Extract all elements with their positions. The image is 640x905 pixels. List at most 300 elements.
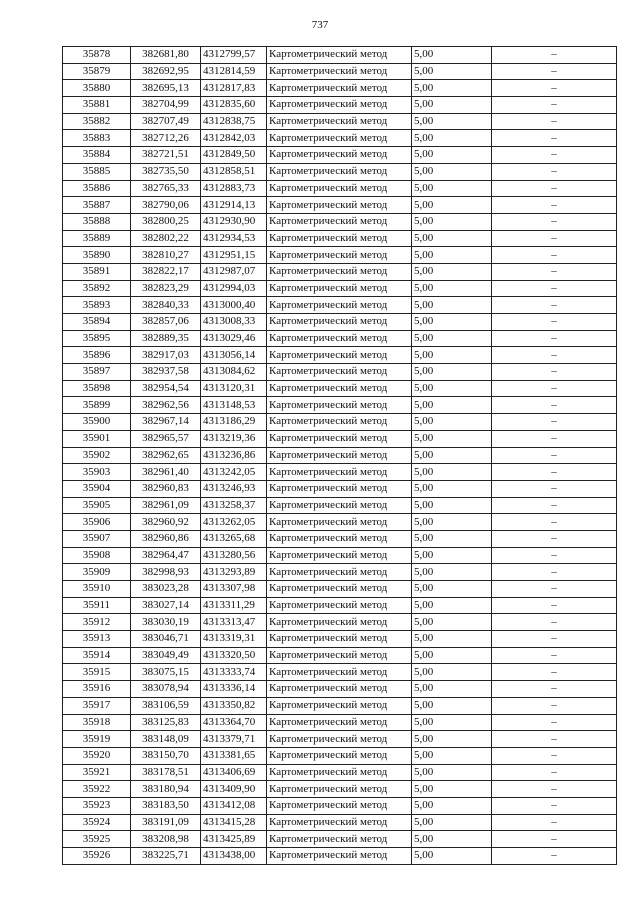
- accuracy-cell: 5,00: [412, 247, 492, 264]
- point-number-cell: 35924: [63, 814, 131, 831]
- point-number-cell: 35885: [63, 163, 131, 180]
- method-cell: Картометрический метод: [267, 514, 412, 531]
- y-coordinate-cell: 4312951,15: [201, 247, 267, 264]
- point-number-cell: 35902: [63, 447, 131, 464]
- accuracy-cell: 5,00: [412, 647, 492, 664]
- accuracy-cell: 5,00: [412, 480, 492, 497]
- method-cell: Картометрический метод: [267, 97, 412, 114]
- y-coordinate-cell: 4312799,57: [201, 47, 267, 64]
- x-coordinate-cell: 382765,33: [131, 180, 201, 197]
- x-coordinate-cell: 382735,50: [131, 163, 201, 180]
- x-coordinate-cell: 382857,06: [131, 314, 201, 331]
- accuracy-cell: 5,00: [412, 314, 492, 331]
- x-coordinate-cell: 382960,92: [131, 514, 201, 531]
- table-row: [63, 581, 617, 598]
- point-number-cell: 35895: [63, 330, 131, 347]
- accuracy-cell: 5,00: [412, 147, 492, 164]
- accuracy-cell: 5,00: [412, 597, 492, 614]
- y-coordinate-cell: 4313311,29: [201, 597, 267, 614]
- note-cell: –: [492, 80, 617, 97]
- method-cell: Картометрический метод: [267, 80, 412, 97]
- method-cell: Картометрический метод: [267, 714, 412, 731]
- note-cell: –: [492, 664, 617, 681]
- method-cell: Картометрический метод: [267, 380, 412, 397]
- table-row: [63, 230, 617, 247]
- note-cell: –: [492, 797, 617, 814]
- note-cell: –: [492, 314, 617, 331]
- note-cell: –: [492, 848, 617, 865]
- y-coordinate-cell: 4313265,68: [201, 530, 267, 547]
- x-coordinate-cell: 382962,65: [131, 447, 201, 464]
- note-cell: –: [492, 814, 617, 831]
- y-coordinate-cell: 4313186,29: [201, 414, 267, 431]
- note-cell: –: [492, 464, 617, 481]
- note-cell: –: [492, 647, 617, 664]
- x-coordinate-cell: 382962,56: [131, 397, 201, 414]
- y-coordinate-cell: 4313084,62: [201, 364, 267, 381]
- method-cell: Картометрический метод: [267, 530, 412, 547]
- note-cell: –: [492, 530, 617, 547]
- table-row: [63, 314, 617, 331]
- x-coordinate-cell: 382800,25: [131, 213, 201, 230]
- method-cell: Картометрический метод: [267, 230, 412, 247]
- y-coordinate-cell: 4312914,13: [201, 197, 267, 214]
- table-row: [63, 97, 617, 114]
- method-cell: Картометрический метод: [267, 731, 412, 748]
- table-row: [63, 764, 617, 781]
- accuracy-cell: 5,00: [412, 397, 492, 414]
- table-row: [63, 280, 617, 297]
- point-number-cell: 35923: [63, 797, 131, 814]
- accuracy-cell: 5,00: [412, 581, 492, 598]
- method-cell: Картометрический метод: [267, 647, 412, 664]
- point-number-cell: 35926: [63, 848, 131, 865]
- point-number-cell: 35912: [63, 614, 131, 631]
- accuracy-cell: 5,00: [412, 63, 492, 80]
- note-cell: –: [492, 297, 617, 314]
- table-row: [63, 814, 617, 831]
- table-row: [63, 631, 617, 648]
- accuracy-cell: 5,00: [412, 781, 492, 798]
- table-row: [63, 831, 617, 848]
- point-number-cell: 35907: [63, 530, 131, 547]
- x-coordinate-cell: 382960,83: [131, 480, 201, 497]
- y-coordinate-cell: 4313280,56: [201, 547, 267, 564]
- coordinates-table-body: [63, 47, 617, 865]
- point-number-cell: 35919: [63, 731, 131, 748]
- point-number-cell: 35918: [63, 714, 131, 731]
- accuracy-cell: 5,00: [412, 263, 492, 280]
- point-number-cell: 35906: [63, 514, 131, 531]
- method-cell: Картометрический метод: [267, 447, 412, 464]
- y-coordinate-cell: 4312838,75: [201, 113, 267, 130]
- x-coordinate-cell: 383023,28: [131, 581, 201, 598]
- x-coordinate-cell: 382840,33: [131, 297, 201, 314]
- x-coordinate-cell: 382960,86: [131, 530, 201, 547]
- coordinates-table: [62, 46, 617, 865]
- method-cell: Картометрический метод: [267, 330, 412, 347]
- accuracy-cell: 5,00: [412, 631, 492, 648]
- method-cell: Картометрический метод: [267, 831, 412, 848]
- note-cell: –: [492, 330, 617, 347]
- accuracy-cell: 5,00: [412, 714, 492, 731]
- table-row: [63, 547, 617, 564]
- table-row: [63, 597, 617, 614]
- accuracy-cell: 5,00: [412, 464, 492, 481]
- method-cell: Картометрический метод: [267, 163, 412, 180]
- point-number-cell: 35901: [63, 430, 131, 447]
- table-row: [63, 297, 617, 314]
- method-cell: Картометрический метод: [267, 814, 412, 831]
- x-coordinate-cell: 383027,14: [131, 597, 201, 614]
- accuracy-cell: 5,00: [412, 848, 492, 865]
- method-cell: Картометрический метод: [267, 263, 412, 280]
- point-number-cell: 35920: [63, 747, 131, 764]
- note-cell: –: [492, 147, 617, 164]
- point-number-cell: 35911: [63, 597, 131, 614]
- note-cell: –: [492, 831, 617, 848]
- note-cell: –: [492, 280, 617, 297]
- accuracy-cell: 5,00: [412, 831, 492, 848]
- y-coordinate-cell: 4313409,90: [201, 781, 267, 798]
- table-row: [63, 430, 617, 447]
- note-cell: –: [492, 213, 617, 230]
- table-row: [63, 147, 617, 164]
- accuracy-cell: 5,00: [412, 697, 492, 714]
- note-cell: –: [492, 714, 617, 731]
- method-cell: Картометрический метод: [267, 130, 412, 147]
- accuracy-cell: 5,00: [412, 497, 492, 514]
- accuracy-cell: 5,00: [412, 197, 492, 214]
- x-coordinate-cell: 382998,93: [131, 564, 201, 581]
- x-coordinate-cell: 382810,27: [131, 247, 201, 264]
- note-cell: –: [492, 581, 617, 598]
- point-number-cell: 35913: [63, 631, 131, 648]
- method-cell: Картометрический метод: [267, 430, 412, 447]
- table-row: [63, 564, 617, 581]
- table-row: [63, 263, 617, 280]
- table-row: [63, 414, 617, 431]
- note-cell: –: [492, 180, 617, 197]
- x-coordinate-cell: 382961,09: [131, 497, 201, 514]
- y-coordinate-cell: 4313425,89: [201, 831, 267, 848]
- note-cell: –: [492, 497, 617, 514]
- x-coordinate-cell: 383049,49: [131, 647, 201, 664]
- point-number-cell: 35889: [63, 230, 131, 247]
- method-cell: Картометрический метод: [267, 180, 412, 197]
- x-coordinate-cell: 383078,94: [131, 681, 201, 698]
- table-row: [63, 480, 617, 497]
- y-coordinate-cell: 4313320,50: [201, 647, 267, 664]
- accuracy-cell: 5,00: [412, 297, 492, 314]
- accuracy-cell: 5,00: [412, 113, 492, 130]
- y-coordinate-cell: 4313415,28: [201, 814, 267, 831]
- note-cell: –: [492, 414, 617, 431]
- y-coordinate-cell: 4313319,31: [201, 631, 267, 648]
- y-coordinate-cell: 4313262,05: [201, 514, 267, 531]
- table-row: [63, 247, 617, 264]
- table-row: [63, 197, 617, 214]
- accuracy-cell: 5,00: [412, 97, 492, 114]
- method-cell: Картометрический метод: [267, 797, 412, 814]
- point-number-cell: 35910: [63, 581, 131, 598]
- y-coordinate-cell: 4313333,74: [201, 664, 267, 681]
- y-coordinate-cell: 4313438,00: [201, 848, 267, 865]
- x-coordinate-cell: 382917,03: [131, 347, 201, 364]
- accuracy-cell: 5,00: [412, 380, 492, 397]
- method-cell: Картометрический метод: [267, 147, 412, 164]
- table-row: [63, 63, 617, 80]
- method-cell: Картометрический метод: [267, 297, 412, 314]
- accuracy-cell: 5,00: [412, 814, 492, 831]
- point-number-cell: 35909: [63, 564, 131, 581]
- point-number-cell: 35893: [63, 297, 131, 314]
- method-cell: Картометрический метод: [267, 614, 412, 631]
- x-coordinate-cell: 383148,09: [131, 731, 201, 748]
- y-coordinate-cell: 4313307,98: [201, 581, 267, 598]
- point-number-cell: 35884: [63, 147, 131, 164]
- note-cell: –: [492, 380, 617, 397]
- table-row: [63, 113, 617, 130]
- x-coordinate-cell: 382822,17: [131, 263, 201, 280]
- x-coordinate-cell: 382823,29: [131, 280, 201, 297]
- point-number-cell: 35914: [63, 647, 131, 664]
- note-cell: –: [492, 764, 617, 781]
- table-row: [63, 364, 617, 381]
- x-coordinate-cell: 382961,40: [131, 464, 201, 481]
- y-coordinate-cell: 4312814,59: [201, 63, 267, 80]
- table-row: [63, 681, 617, 698]
- point-number-cell: 35925: [63, 831, 131, 848]
- y-coordinate-cell: 4313336,14: [201, 681, 267, 698]
- x-coordinate-cell: 383030,19: [131, 614, 201, 631]
- y-coordinate-cell: 4313219,36: [201, 430, 267, 447]
- y-coordinate-cell: 4313406,69: [201, 764, 267, 781]
- note-cell: –: [492, 397, 617, 414]
- y-coordinate-cell: 4313246,93: [201, 480, 267, 497]
- y-coordinate-cell: 4313293,89: [201, 564, 267, 581]
- method-cell: Картометрический метод: [267, 681, 412, 698]
- note-cell: –: [492, 247, 617, 264]
- accuracy-cell: 5,00: [412, 80, 492, 97]
- point-number-cell: 35921: [63, 764, 131, 781]
- accuracy-cell: 5,00: [412, 681, 492, 698]
- note-cell: –: [492, 614, 617, 631]
- point-number-cell: 35894: [63, 314, 131, 331]
- x-coordinate-cell: 383191,09: [131, 814, 201, 831]
- method-cell: Картометрический метод: [267, 47, 412, 64]
- table-row: [63, 614, 617, 631]
- x-coordinate-cell: 382889,35: [131, 330, 201, 347]
- method-cell: Картометрический метод: [267, 564, 412, 581]
- point-number-cell: 35880: [63, 80, 131, 97]
- point-number-cell: 35896: [63, 347, 131, 364]
- y-coordinate-cell: 4313242,05: [201, 464, 267, 481]
- x-coordinate-cell: 382790,06: [131, 197, 201, 214]
- note-cell: –: [492, 130, 617, 147]
- table-row: [63, 80, 617, 97]
- table-row: [63, 330, 617, 347]
- note-cell: –: [492, 731, 617, 748]
- method-cell: Картометрический метод: [267, 581, 412, 598]
- method-cell: Картометрический метод: [267, 397, 412, 414]
- note-cell: –: [492, 263, 617, 280]
- x-coordinate-cell: 383125,83: [131, 714, 201, 731]
- y-coordinate-cell: 4312883,73: [201, 180, 267, 197]
- point-number-cell: 35922: [63, 781, 131, 798]
- point-number-cell: 35881: [63, 97, 131, 114]
- table-row: [63, 380, 617, 397]
- table-row: [63, 530, 617, 547]
- y-coordinate-cell: 4312849,50: [201, 147, 267, 164]
- y-coordinate-cell: 4312934,53: [201, 230, 267, 247]
- y-coordinate-cell: 4312842,03: [201, 130, 267, 147]
- y-coordinate-cell: 4312817,83: [201, 80, 267, 97]
- method-cell: Картометрический метод: [267, 764, 412, 781]
- table-row: [63, 664, 617, 681]
- table-row: [63, 714, 617, 731]
- point-number-cell: 35899: [63, 397, 131, 414]
- table-row: [63, 497, 617, 514]
- y-coordinate-cell: 4313379,71: [201, 731, 267, 748]
- method-cell: Картометрический метод: [267, 497, 412, 514]
- note-cell: –: [492, 480, 617, 497]
- note-cell: –: [492, 547, 617, 564]
- method-cell: Картометрический метод: [267, 464, 412, 481]
- accuracy-cell: 5,00: [412, 564, 492, 581]
- method-cell: Картометрический метод: [267, 697, 412, 714]
- x-coordinate-cell: 382954,54: [131, 380, 201, 397]
- x-coordinate-cell: 382802,22: [131, 230, 201, 247]
- note-cell: –: [492, 113, 617, 130]
- note-cell: –: [492, 230, 617, 247]
- point-number-cell: 35915: [63, 664, 131, 681]
- y-coordinate-cell: 4312858,51: [201, 163, 267, 180]
- note-cell: –: [492, 747, 617, 764]
- accuracy-cell: 5,00: [412, 664, 492, 681]
- y-coordinate-cell: 4313148,53: [201, 397, 267, 414]
- point-number-cell: 35878: [63, 47, 131, 64]
- point-number-cell: 35904: [63, 480, 131, 497]
- accuracy-cell: 5,00: [412, 180, 492, 197]
- x-coordinate-cell: 382704,99: [131, 97, 201, 114]
- accuracy-cell: 5,00: [412, 347, 492, 364]
- table-row: [63, 180, 617, 197]
- point-number-cell: 35900: [63, 414, 131, 431]
- page-number: 737: [311, 19, 329, 31]
- x-coordinate-cell: 383075,15: [131, 664, 201, 681]
- method-cell: Картометрический метод: [267, 197, 412, 214]
- y-coordinate-cell: 4313381,65: [201, 747, 267, 764]
- point-number-cell: 35908: [63, 547, 131, 564]
- x-coordinate-cell: 382681,80: [131, 47, 201, 64]
- y-coordinate-cell: 4313008,33: [201, 314, 267, 331]
- x-coordinate-cell: 382965,57: [131, 430, 201, 447]
- note-cell: –: [492, 163, 617, 180]
- point-number-cell: 35917: [63, 697, 131, 714]
- point-number-cell: 35898: [63, 380, 131, 397]
- point-number-cell: 35888: [63, 213, 131, 230]
- point-number-cell: 35890: [63, 247, 131, 264]
- table-row: [63, 731, 617, 748]
- accuracy-cell: 5,00: [412, 747, 492, 764]
- point-number-cell: 35916: [63, 681, 131, 698]
- accuracy-cell: 5,00: [412, 364, 492, 381]
- x-coordinate-cell: 383183,50: [131, 797, 201, 814]
- note-cell: –: [492, 63, 617, 80]
- accuracy-cell: 5,00: [412, 797, 492, 814]
- x-coordinate-cell: 383046,71: [131, 631, 201, 648]
- method-cell: Картометрический метод: [267, 364, 412, 381]
- point-number-cell: 35903: [63, 464, 131, 481]
- method-cell: Картометрический метод: [267, 63, 412, 80]
- method-cell: Картометрический метод: [267, 597, 412, 614]
- method-cell: Картометрический метод: [267, 247, 412, 264]
- x-coordinate-cell: 382712,26: [131, 130, 201, 147]
- x-coordinate-cell: 382937,58: [131, 364, 201, 381]
- method-cell: Картометрический метод: [267, 664, 412, 681]
- y-coordinate-cell: 4313120,31: [201, 380, 267, 397]
- y-coordinate-cell: 4313412,08: [201, 797, 267, 814]
- table-row: [63, 447, 617, 464]
- x-coordinate-cell: 382707,49: [131, 113, 201, 130]
- accuracy-cell: 5,00: [412, 213, 492, 230]
- accuracy-cell: 5,00: [412, 130, 492, 147]
- accuracy-cell: 5,00: [412, 547, 492, 564]
- accuracy-cell: 5,00: [412, 514, 492, 531]
- note-cell: –: [492, 347, 617, 364]
- x-coordinate-cell: 383150,70: [131, 747, 201, 764]
- method-cell: Картометрический метод: [267, 347, 412, 364]
- table-row: [63, 347, 617, 364]
- method-cell: Картометрический метод: [267, 848, 412, 865]
- x-coordinate-cell: 382695,13: [131, 80, 201, 97]
- table-row: [63, 464, 617, 481]
- table-row: [63, 647, 617, 664]
- table-row: [63, 848, 617, 865]
- table-row: [63, 163, 617, 180]
- note-cell: –: [492, 364, 617, 381]
- method-cell: Картометрический метод: [267, 113, 412, 130]
- point-number-cell: 35905: [63, 497, 131, 514]
- point-number-cell: 35892: [63, 280, 131, 297]
- table-row: [63, 747, 617, 764]
- x-coordinate-cell: 383208,98: [131, 831, 201, 848]
- x-coordinate-cell: 383225,71: [131, 848, 201, 865]
- point-number-cell: 35891: [63, 263, 131, 280]
- note-cell: –: [492, 681, 617, 698]
- table-row: [63, 514, 617, 531]
- x-coordinate-cell: 382964,47: [131, 547, 201, 564]
- accuracy-cell: 5,00: [412, 764, 492, 781]
- note-cell: –: [492, 447, 617, 464]
- y-coordinate-cell: 4313029,46: [201, 330, 267, 347]
- accuracy-cell: 5,00: [412, 447, 492, 464]
- x-coordinate-cell: 383106,59: [131, 697, 201, 714]
- point-number-cell: 35887: [63, 197, 131, 214]
- table-row: [63, 47, 617, 64]
- table-row: [63, 697, 617, 714]
- accuracy-cell: 5,00: [412, 430, 492, 447]
- table-row: [63, 397, 617, 414]
- accuracy-cell: 5,00: [412, 530, 492, 547]
- y-coordinate-cell: 4313364,70: [201, 714, 267, 731]
- method-cell: Картометрический метод: [267, 631, 412, 648]
- table-row: [63, 797, 617, 814]
- y-coordinate-cell: 4312994,03: [201, 280, 267, 297]
- note-cell: –: [492, 97, 617, 114]
- method-cell: Картометрический метод: [267, 213, 412, 230]
